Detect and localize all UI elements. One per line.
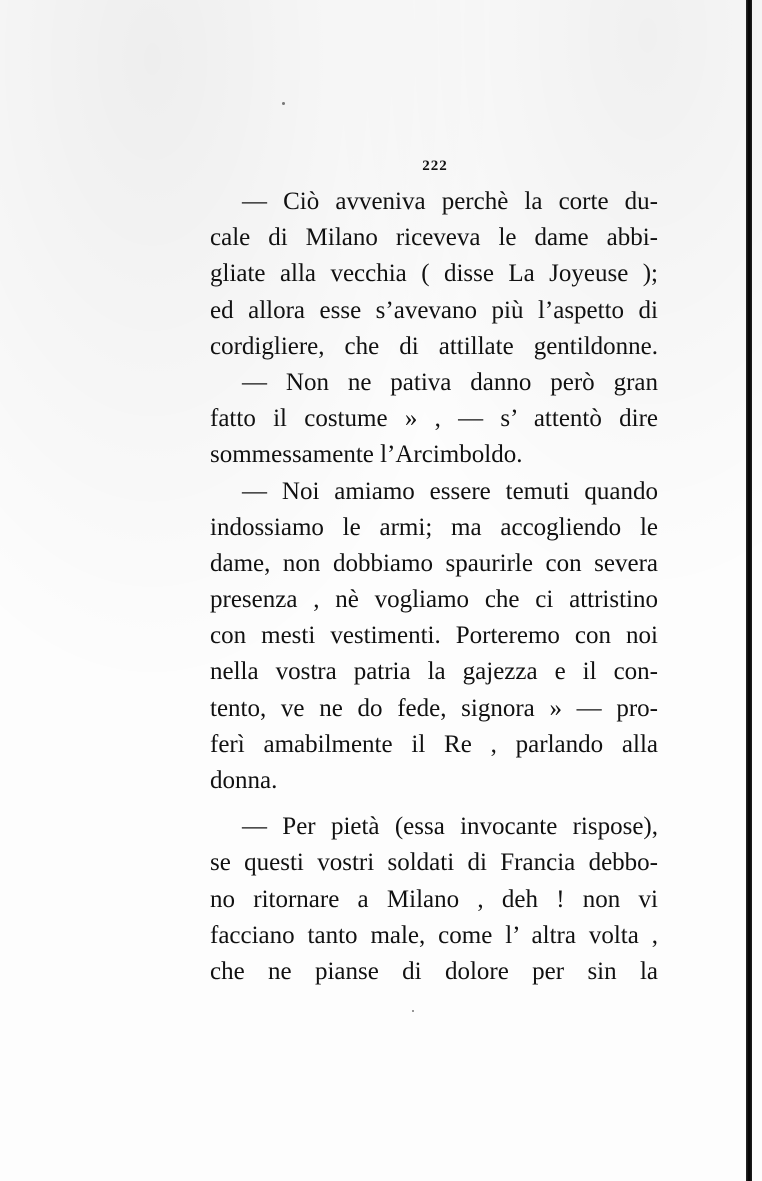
text-line: — Ciò avveniva perchè la corte du- [242, 188, 658, 215]
text-line: se questi vostri soldati di Francia debbo- [210, 849, 658, 877]
text-line: — Per pietà (essa invocante rispose), [242, 813, 658, 841]
text-line: no ritornare a Milano , deh ! non vi [210, 885, 658, 913]
text-line: sommessamente l’Arcimboldo. [210, 441, 523, 469]
text-line: cale di Milano riceveva le dame abbi- [210, 224, 658, 252]
text-line: che ne pianse di dolore per sin la [210, 957, 658, 985]
text-line: tento, ve ne do fede, signora » — pro- [210, 694, 658, 722]
page-edge-shadow [746, 0, 752, 1181]
paragraph-gap [210, 799, 658, 809]
text-line: fatto il costume » , — s’ attentò dire [210, 405, 658, 433]
text-line: presenza , nè vogliamo che ci attristino [210, 586, 658, 614]
text-line: — Non ne pativa danno però gran [242, 368, 658, 396]
text-line: facciano tanto male, come l’ altra volta , [210, 921, 658, 949]
text-line: donna. [210, 767, 278, 794]
text-line: indossiamo le armi; ma accogliendo le [210, 513, 658, 541]
page-text [210, 184, 658, 990]
text-line: dame, non dobbiamo spaurirle con severa [210, 549, 658, 577]
text-line: cordigliere, che di attillate gentildonne. [210, 332, 658, 360]
text-line: — Noi amiamo essere temuti quando [242, 477, 658, 505]
text-line: gliate alla vecchia ( disse La Joyeuse ); [210, 260, 658, 288]
page-number: 222 [422, 158, 448, 174]
paper-speck [282, 102, 285, 105]
text-line: nella vostra patria la gajezza e il con- [210, 658, 658, 686]
paper-speck [412, 1010, 414, 1012]
text-line: con mesti vestimenti. Porteremo con noi [210, 622, 658, 650]
text-line: ed allora esse s’avevano più l’aspetto di [210, 296, 658, 324]
text-line: ferì amabilmente il Re , parlando alla [210, 730, 658, 758]
